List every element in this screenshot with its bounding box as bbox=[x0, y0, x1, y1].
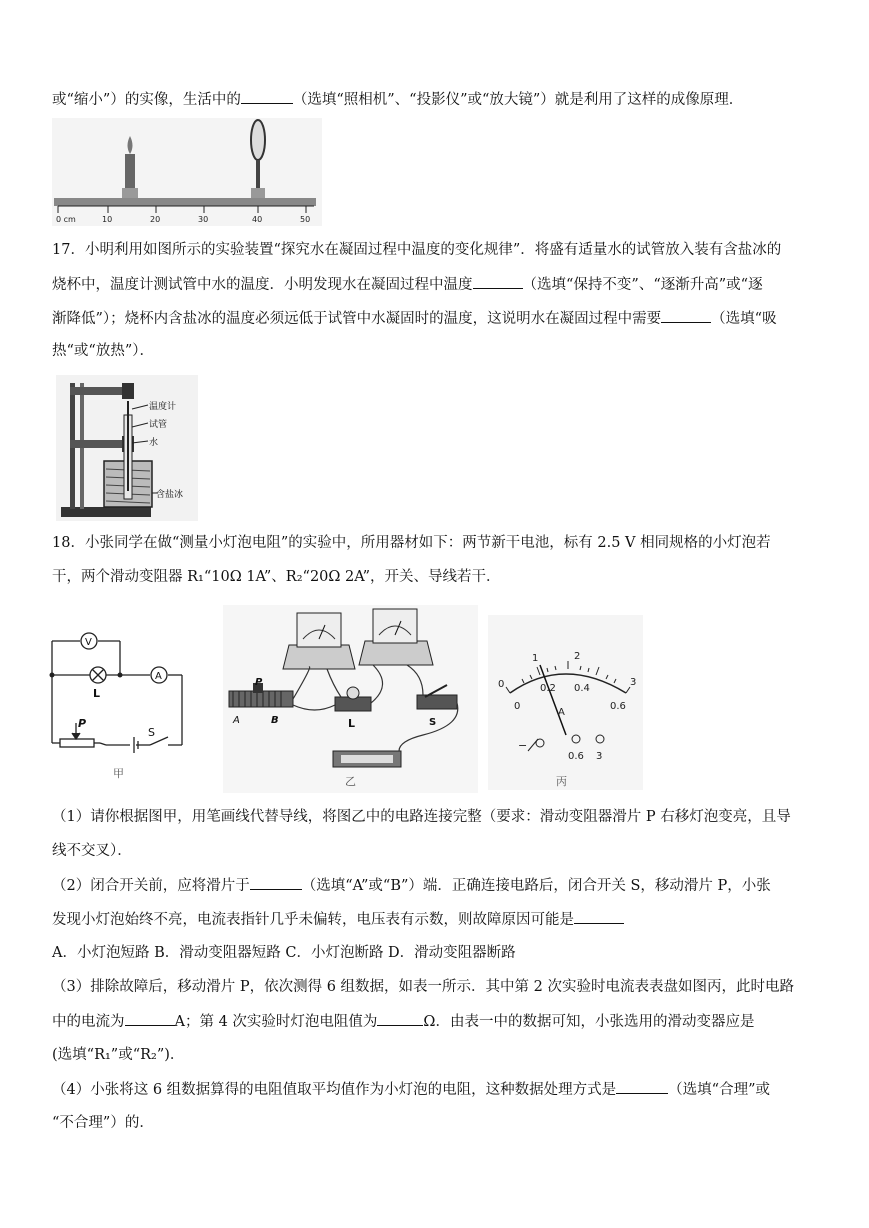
bing-bottom-02: 0.2 bbox=[540, 683, 556, 694]
ruler-label-20: 20 bbox=[150, 215, 161, 224]
q16-text-a: 或“缩小”）的实像，生活中的 bbox=[52, 92, 241, 108]
optical-bench-figure bbox=[52, 118, 322, 226]
ruler-label-40: 40 bbox=[252, 215, 263, 224]
ammeter-dial-bing bbox=[488, 615, 643, 790]
q18-p2-answer-blank-2[interactable] bbox=[574, 909, 624, 924]
q18-p3-line-2 bbox=[52, 1011, 754, 1032]
jia-switch-label: S bbox=[148, 726, 155, 739]
jia-ammeter-label: A bbox=[155, 671, 162, 682]
ruler-label-0: 0 cm bbox=[56, 215, 76, 224]
q18-p1-line-1: （1）请你根据图甲，用笔画线代替导线，将图乙中的电路连接完整（要求：滑动变阻器滑片 P 右移灯泡变亮，且导 bbox=[52, 809, 791, 825]
q18-p3-answer-blank-2[interactable] bbox=[377, 1011, 423, 1026]
q17-text-3a: 渐降低”）；烧杯内含盐冰的温度必须远低于试管中水凝固时的温度，这说明水在凝固过程中需要 bbox=[52, 311, 662, 327]
bing-terminal-3: 3 bbox=[596, 751, 603, 762]
q18-p3-text-a: 中的电流为 bbox=[52, 1014, 125, 1030]
yi-caption: 乙 bbox=[345, 775, 356, 788]
q18-p3-line-1: （3）排除故障后，移动滑片 P，依次测得 6 组数据，如表一所示．其中第 2 次实验时电流表表盘如图丙，此时电路 bbox=[52, 979, 794, 995]
bing-bottom-04: 0.4 bbox=[574, 683, 590, 694]
bing-terminal-neg: − bbox=[518, 739, 528, 752]
label-salt-ice: 含盐冰 bbox=[156, 490, 184, 500]
q18-p2-line-2 bbox=[52, 909, 624, 930]
circuit-diagram-jia bbox=[40, 615, 200, 790]
jia-caption: 甲 bbox=[113, 767, 124, 780]
ruler-label-10: 10 bbox=[102, 215, 113, 224]
bing-needle-label: A bbox=[558, 707, 565, 718]
q16-text-b: （选填“照相机”、“投影仪”或“放大镜”）就是利用了这样的成像原理． bbox=[292, 92, 744, 108]
yi-switch-label: S bbox=[429, 717, 437, 728]
bing-top-2: 2 bbox=[574, 651, 581, 662]
q18-p4-text-b: （选填“合理”或 bbox=[668, 1082, 770, 1098]
q18-p4-text-a: （4）小张将这 6 组数据算得的电阻值取平均值作为小灯泡的电阻，这种数据处理方式是 bbox=[52, 1082, 617, 1098]
yi-terminal-b-label: B bbox=[271, 715, 279, 726]
q17-text-2b: （选填“保持不变”、“逐渐升高”或“逐 bbox=[522, 277, 763, 293]
freezing-apparatus-figure bbox=[56, 375, 198, 521]
q17-text-3b: （选填“吸 bbox=[711, 311, 777, 327]
bing-caption: 丙 bbox=[556, 775, 567, 788]
q17-line-2 bbox=[52, 274, 763, 295]
bing-top-0: 0 bbox=[498, 679, 505, 690]
q17-line-1: 17．小明利用如图所示的实验装置“探究水在凝固过程中温度的变化规律”．将盛有适量水的试管放入装有含盐冰的 bbox=[52, 242, 782, 258]
bing-bottom-06: 0.6 bbox=[610, 701, 626, 712]
q18-options: A．小灯泡短路 B．滑动变阻器短路 C．小灯泡断路 D．滑动变阻器断路 bbox=[52, 945, 516, 961]
q18-p3-answer-blank-1[interactable] bbox=[125, 1011, 175, 1026]
q16-answer-blank[interactable] bbox=[241, 89, 293, 104]
q18-p4-answer-blank[interactable] bbox=[616, 1079, 668, 1094]
q16-continuation bbox=[52, 89, 743, 110]
label-thermometer: 温度计 bbox=[149, 402, 177, 412]
q17-answer-blank-2[interactable] bbox=[661, 308, 711, 323]
q18-p4-line-1 bbox=[52, 1079, 770, 1100]
jia-lamp-label: L bbox=[93, 687, 101, 700]
ruler-label-50: 50 bbox=[300, 215, 311, 224]
q17-line-3 bbox=[52, 308, 777, 329]
ruler-label-30: 30 bbox=[198, 215, 209, 224]
label-water: 水 bbox=[149, 438, 159, 448]
q17-line-4: 热“或“放热”）． bbox=[52, 343, 154, 359]
q18-line-2: 干，两个滑动变阻器 R₁“10Ω 1A”、R₂“20Ω 2A”，开关、导线若干． bbox=[52, 569, 501, 585]
q18-p2-line-1 bbox=[52, 875, 771, 896]
q17-text-2a: 烧杯中，温度计测试管中水的温度．小明发现水在凝固过程中温度 bbox=[52, 277, 473, 293]
jia-voltmeter-label: V bbox=[85, 637, 92, 648]
q18-line-1: 18．小张同学在做“测量小灯泡电阻”的实验中，所用器材如下：两节新干电池，标有 2.5 V 相同规格的小灯泡若 bbox=[52, 535, 771, 551]
bing-terminal-06: 0.6 bbox=[568, 751, 584, 762]
q18-p1-line-2: 线不交叉）． bbox=[52, 843, 132, 859]
yi-terminal-a-label: A bbox=[233, 715, 240, 726]
bing-bottom-0: 0 bbox=[514, 701, 521, 712]
bing-top-1: 1 bbox=[532, 653, 539, 664]
q18-p3-text-b: A；第 4 次实验时灯泡电阻值为 bbox=[174, 1014, 378, 1030]
q18-p2-text-c: 发现小灯泡始终不亮，电流表指针几乎未偏转，电压表有示数，则故障原因可能是 bbox=[52, 912, 574, 928]
label-test-tube: 试管 bbox=[149, 420, 168, 430]
yi-lamp-label: L bbox=[348, 717, 356, 730]
circuit-photo-yi bbox=[223, 605, 478, 793]
q18-p2-text-b: （选填“A”或“B”）端．正确连接电路后，闭合开关 S，移动滑片 P，小张 bbox=[301, 878, 771, 894]
q18-p3-line-3: (选填“R₁”或“R₂”)． bbox=[52, 1047, 185, 1063]
q18-p4-line-2: “不合理”）的． bbox=[52, 1115, 154, 1131]
bing-top-3: 3 bbox=[630, 677, 637, 688]
q17-answer-blank-1[interactable] bbox=[473, 274, 523, 289]
q18-p2-text-a: （2）闭合开关前，应将滑片于 bbox=[52, 878, 250, 894]
q18-p2-answer-blank-1[interactable] bbox=[250, 875, 302, 890]
yi-slider-label: P bbox=[255, 677, 263, 688]
jia-slider-label: P bbox=[78, 717, 87, 730]
q18-p3-text-c: Ω．由表一中的数据可知，小张选用的滑动变器应是 bbox=[423, 1014, 755, 1030]
